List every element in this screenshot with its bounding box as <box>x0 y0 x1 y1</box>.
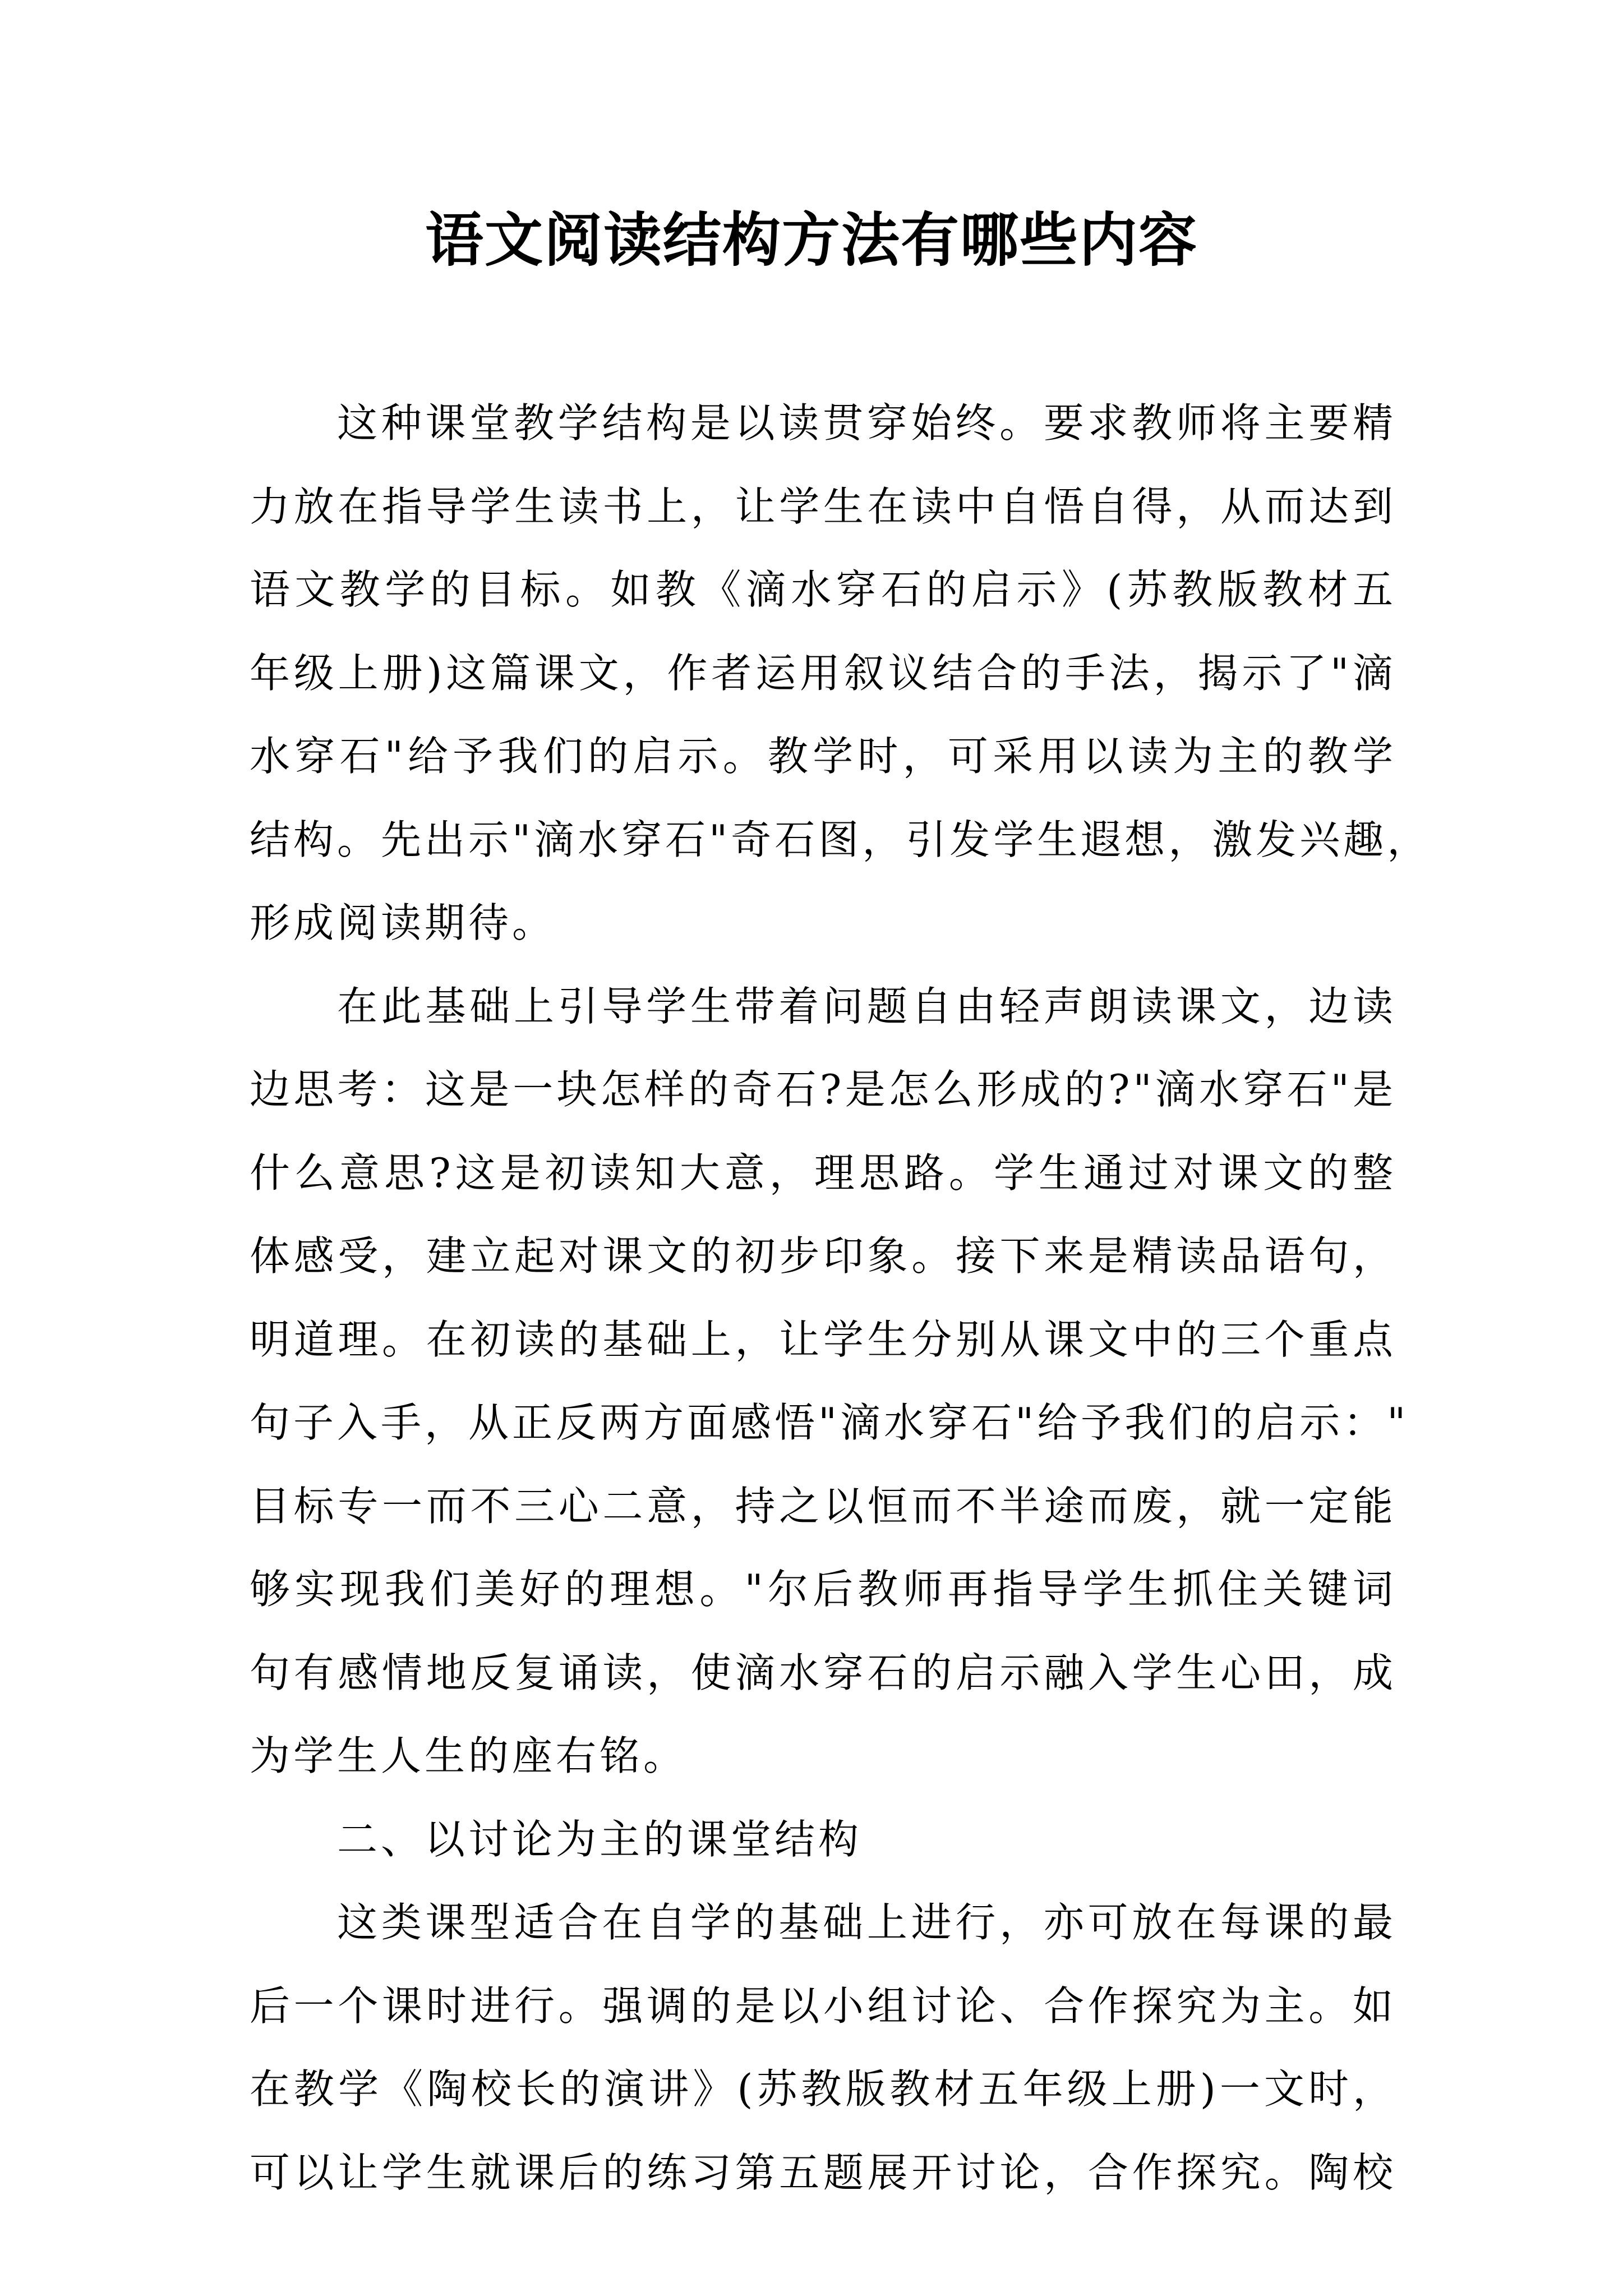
text-line: 体感受，建立起对课文的初步印象。接下来是精读品语句， <box>250 1232 1396 1280</box>
paragraph-1 <box>250 381 1431 965</box>
section-heading-text: 二、以讨论为主的课堂结构 <box>337 1815 863 1863</box>
text-line: 可以让学生就课后的练习第五题展开讨论，合作探究。陶校 <box>250 2148 1396 2196</box>
paragraph-3 <box>250 1881 1396 2214</box>
document-body <box>250 381 1431 2214</box>
text-line: 这种课堂教学结构是以读贯穿始终。要求教师将主要精 <box>337 399 1396 447</box>
text-line: 年级上册)这篇课文，作者运用叙议结合的手法，揭示了"滴 <box>250 649 1396 697</box>
text-line: 形成阅读期待。 <box>250 899 556 946</box>
paragraph-2 <box>250 965 1409 1798</box>
text-line: 目标专一而不三心二意，持之以恒而不半途而废，就一定能 <box>250 1482 1396 1530</box>
text-line: 这类课型适合在自学的基础上进行，亦可放在每课的最 <box>337 1899 1396 1946</box>
text-line: 水穿石"给予我们的启示。教学时，可采用以读为主的教学 <box>250 733 1396 780</box>
text-line: 够实现我们美好的理想。"尔后教师再指导学生抓住关键词 <box>250 1566 1396 1613</box>
text-line: 后一个课时进行。强调的是以小组讨论、合作探究为主。如 <box>250 1982 1396 2030</box>
text-line: 在此基础上引导学生带着问题自由轻声朗读课文，边读 <box>337 982 1396 1030</box>
text-line: 力放在指导学生读书上，让学生在读中自悟自得，从而达到 <box>250 482 1396 530</box>
text-line: 语文教学的目标。如教《滴水穿石的启示》(苏教版教材五 <box>250 566 1396 613</box>
text-line: 明道理。在初读的基础上，让学生分别从课文中的三个重点 <box>250 1315 1396 1363</box>
text-line: 句子入手，从正反两方面感悟"滴水穿石"给予我们的启示：" <box>250 1399 1409 1446</box>
text-line: 什么意思?这是初读知大意，理思路。学生通过对课文的整 <box>250 1149 1396 1197</box>
text-line: 边思考：这是一块怎样的奇石?是怎么形成的?"滴水穿石"是 <box>250 1066 1396 1113</box>
text-line: 结构。先出示"滴水穿石"奇石图，引发学生遐想，激发兴趣， <box>250 816 1431 863</box>
text-line: 为学生人生的座右铭。 <box>250 1732 688 1779</box>
section-heading <box>250 1798 1396 1881</box>
document-title: 语文阅读结构方法有哪些内容 <box>425 205 1198 274</box>
text-line: 在教学《陶校长的演讲》(苏教版教材五年级上册)一文时， <box>250 2065 1396 2113</box>
text-line: 句有感情地反复诵读，使滴水穿石的启示融入学生心田，成 <box>250 1649 1396 1696</box>
